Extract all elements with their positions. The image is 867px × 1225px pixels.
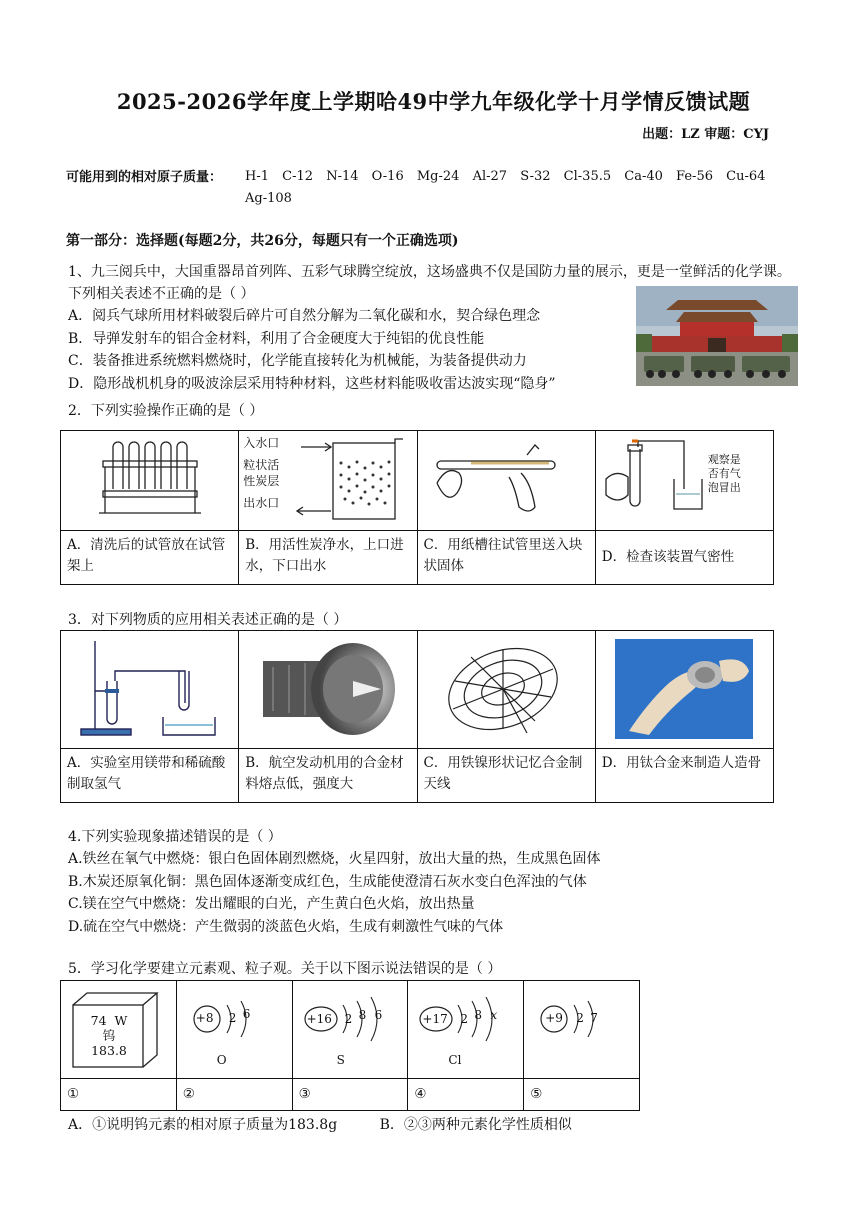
fluorine-shell-2: 7	[590, 1011, 598, 1025]
element-symbol: W	[114, 1013, 128, 1028]
atomic-mass-item: N-14	[326, 169, 359, 184]
question-1-option-c: C．装备推进系统燃料燃烧时，化学能直接转化为机械能，为装备提供动力	[68, 353, 527, 369]
question-1-stem: 1、九三阅兵中，大国重器昂首列阵、五彩气球腾空绽放，这场盛典不仅是国防力量的展示，更是一堂鲜活的化学课。下列相关表述不正确的是（ ）	[68, 264, 791, 302]
atomic-mass-item: Al-27	[472, 169, 508, 184]
airtightness-diagram	[604, 439, 704, 525]
page-title: 2025-2026学年度上学期哈49中学九年级化学十月学情反馈试题	[116, 89, 751, 114]
atomic-mass-item: Cl-35.5	[563, 169, 612, 184]
oxygen-shell-2: 6	[242, 1007, 251, 1021]
question-5-options	[68, 1114, 828, 1136]
jet-engine-image	[253, 631, 403, 743]
q5-marker-4: ④	[408, 1079, 524, 1111]
question-2-table	[60, 430, 774, 585]
section-heading: 第一部分：选择题(每题2分，共26分，每题只有一个正确选项)	[66, 233, 459, 249]
q3-figure-b	[239, 631, 417, 749]
question-5-stem: 5．学习化学要建立元素观、粒子观。关于以下图示说法错误的是（ ）	[68, 961, 502, 977]
question-4-option-d: D.硫在空气中燃烧：产生微弱的淡蓝色火焰，生成有刺激性气味的气体	[68, 918, 504, 935]
q3-caption-d: D．用钛合金来制造人造骨	[595, 749, 773, 803]
question-1-option-a: A．阅兵气球所用材料破裂后碎片可自然分解为二氧化碳和水，契合绿色理念	[68, 308, 541, 324]
hydrogen-collection-diagram	[75, 631, 225, 743]
dish-antenna-diagram	[431, 631, 581, 743]
q3-caption-c: C．用铁镍形状记忆合金制天线	[417, 749, 595, 803]
q3-figure-a	[61, 631, 239, 749]
question-1-option-b: B．导弹发射车的铝合金材料，利用了合金硬度大于纯铝的优良性能	[68, 330, 485, 347]
label-bubble-1: 观察是	[707, 453, 741, 466]
q5-marker-3: ③	[292, 1079, 408, 1111]
q2-figure-b	[239, 431, 417, 531]
q5-atom-chlorine-cell	[408, 981, 524, 1079]
sulfur-shell-2: 8	[358, 1008, 367, 1022]
q5-marker-5: ⑤	[524, 1079, 640, 1111]
q5-element-card-cell	[61, 981, 177, 1079]
q3-figure-d	[595, 631, 773, 749]
q5-marker-1: ①	[61, 1079, 177, 1111]
chlorine-shell-3: x	[490, 1008, 498, 1022]
atomic-mass-item: S-32	[520, 169, 551, 184]
q2-caption-c: C．用纸槽往试管里送入块状固体	[417, 531, 595, 585]
paper-trough-diagram	[431, 431, 581, 521]
sulfur-label: S	[336, 1053, 345, 1067]
q2-figure-d	[595, 431, 773, 531]
question-5-table	[60, 980, 640, 1111]
label-bubble-3: 泡冒出	[707, 481, 741, 494]
question-4	[68, 826, 601, 938]
element-name: 钨	[102, 1028, 116, 1043]
label-water-inlet: 入水口	[243, 436, 280, 450]
atomic-mass-item: Cu-64	[726, 169, 766, 184]
chlorine-nucleus: +17	[422, 1012, 448, 1026]
q2-caption-d: D．检查该装置气密性	[595, 531, 773, 585]
atomic-mass-item: Ag-108	[245, 191, 292, 206]
chlorine-shell-1: 2	[460, 1012, 469, 1026]
q2-caption-a: A．清洗后的试管放在试管架上	[61, 531, 239, 585]
q3-figure-c	[417, 631, 595, 749]
atomic-mass-item: Ca-40	[624, 169, 663, 184]
element-mass: 183.8	[91, 1043, 127, 1058]
oxygen-shell-1: 2	[228, 1011, 237, 1025]
q2-caption-b: B．用活性炭净水，上口进水，下口出水	[239, 531, 417, 585]
question-3-table	[60, 630, 774, 803]
label-water-outlet: 出水口	[243, 496, 280, 510]
sulfur-shell-1: 2	[344, 1012, 353, 1026]
atomic-mass-item: C-12	[282, 169, 314, 184]
atomic-mass-item: O-16	[371, 169, 404, 184]
q5-atom-fluorine-cell	[524, 981, 640, 1079]
question-5-option-b: B．②③两种元素化学性质相似	[379, 1117, 572, 1133]
atomic-mass-values	[245, 166, 805, 210]
parade-photo	[636, 286, 798, 386]
question-4-stem: 4.下列实验现象描述错误的是（ ）	[68, 829, 282, 845]
label-carbon-1: 粒状活	[243, 458, 280, 472]
oxygen-label: O	[216, 1053, 227, 1067]
question-4-option-a: A.铁丝在氧气中燃烧：银白色固体剧烈燃烧，火星四射，放出大量的热，生成黑色固体	[68, 851, 601, 867]
question-4-option-b: B.木炭还原氧化铜：黑色固体逐渐变成红色，生成能使澄清石灰水变白色浑浊的气体	[68, 873, 587, 890]
q2-figure-c	[417, 431, 595, 531]
label-bubble-2: 否有气	[707, 467, 741, 480]
artificial-bone-image	[609, 631, 759, 743]
question-3-stem: 3．对下列物质的应用相关表述正确的是（ ）	[68, 612, 348, 628]
test-tube-rack-diagram	[95, 431, 205, 521]
atomic-mass-item: H-1	[245, 169, 270, 184]
authors-line: 出题：LZ 审题：CYJ	[642, 127, 769, 142]
q3-caption-a: A．实验室用镁带和稀硫酸制取氢气	[61, 749, 239, 803]
sulfur-shell-3: 6	[374, 1008, 383, 1022]
q5-atom-sulfur-cell	[292, 981, 408, 1079]
atomic-mass-label: 可能用到的相对原子质量：	[66, 170, 223, 185]
label-carbon-2: 性炭层	[243, 474, 280, 488]
atomic-mass-item: Fe-56	[676, 169, 713, 184]
oxygen-nucleus: +8	[195, 1011, 214, 1025]
question-5-option-a: A．①说明钨元素的相对原子质量为183.8g	[68, 1117, 338, 1133]
q3-caption-b: B．航空发动机用的合金材料熔点低，强度大	[239, 749, 417, 803]
question-1-option-d: D．隐形战机机身的吸波涂层采用特种材料，这些材料能吸收雷达波实现“隐身”	[68, 375, 556, 392]
q5-marker-2: ②	[176, 1079, 292, 1111]
sulfur-nucleus: +16	[306, 1012, 332, 1026]
chlorine-label: Cl	[448, 1053, 462, 1067]
element-number: 74	[90, 1013, 107, 1028]
atomic-mass-item: Mg-24	[416, 169, 460, 184]
fluorine-nucleus: +9	[545, 1011, 563, 1025]
question-4-option-c: C.镁在空气中燃烧：发出耀眼的白光，产生黄白色火焰，放出热量	[68, 896, 475, 912]
q2-figure-a	[61, 431, 239, 531]
fluorine-shell-1: 2	[576, 1011, 584, 1025]
q5-atom-oxygen-cell	[176, 981, 292, 1079]
carbon-filter-diagram	[291, 435, 411, 527]
question-2-stem: 2．下列实验操作正确的是（ ）	[68, 403, 264, 419]
chlorine-shell-2: 8	[474, 1008, 483, 1022]
